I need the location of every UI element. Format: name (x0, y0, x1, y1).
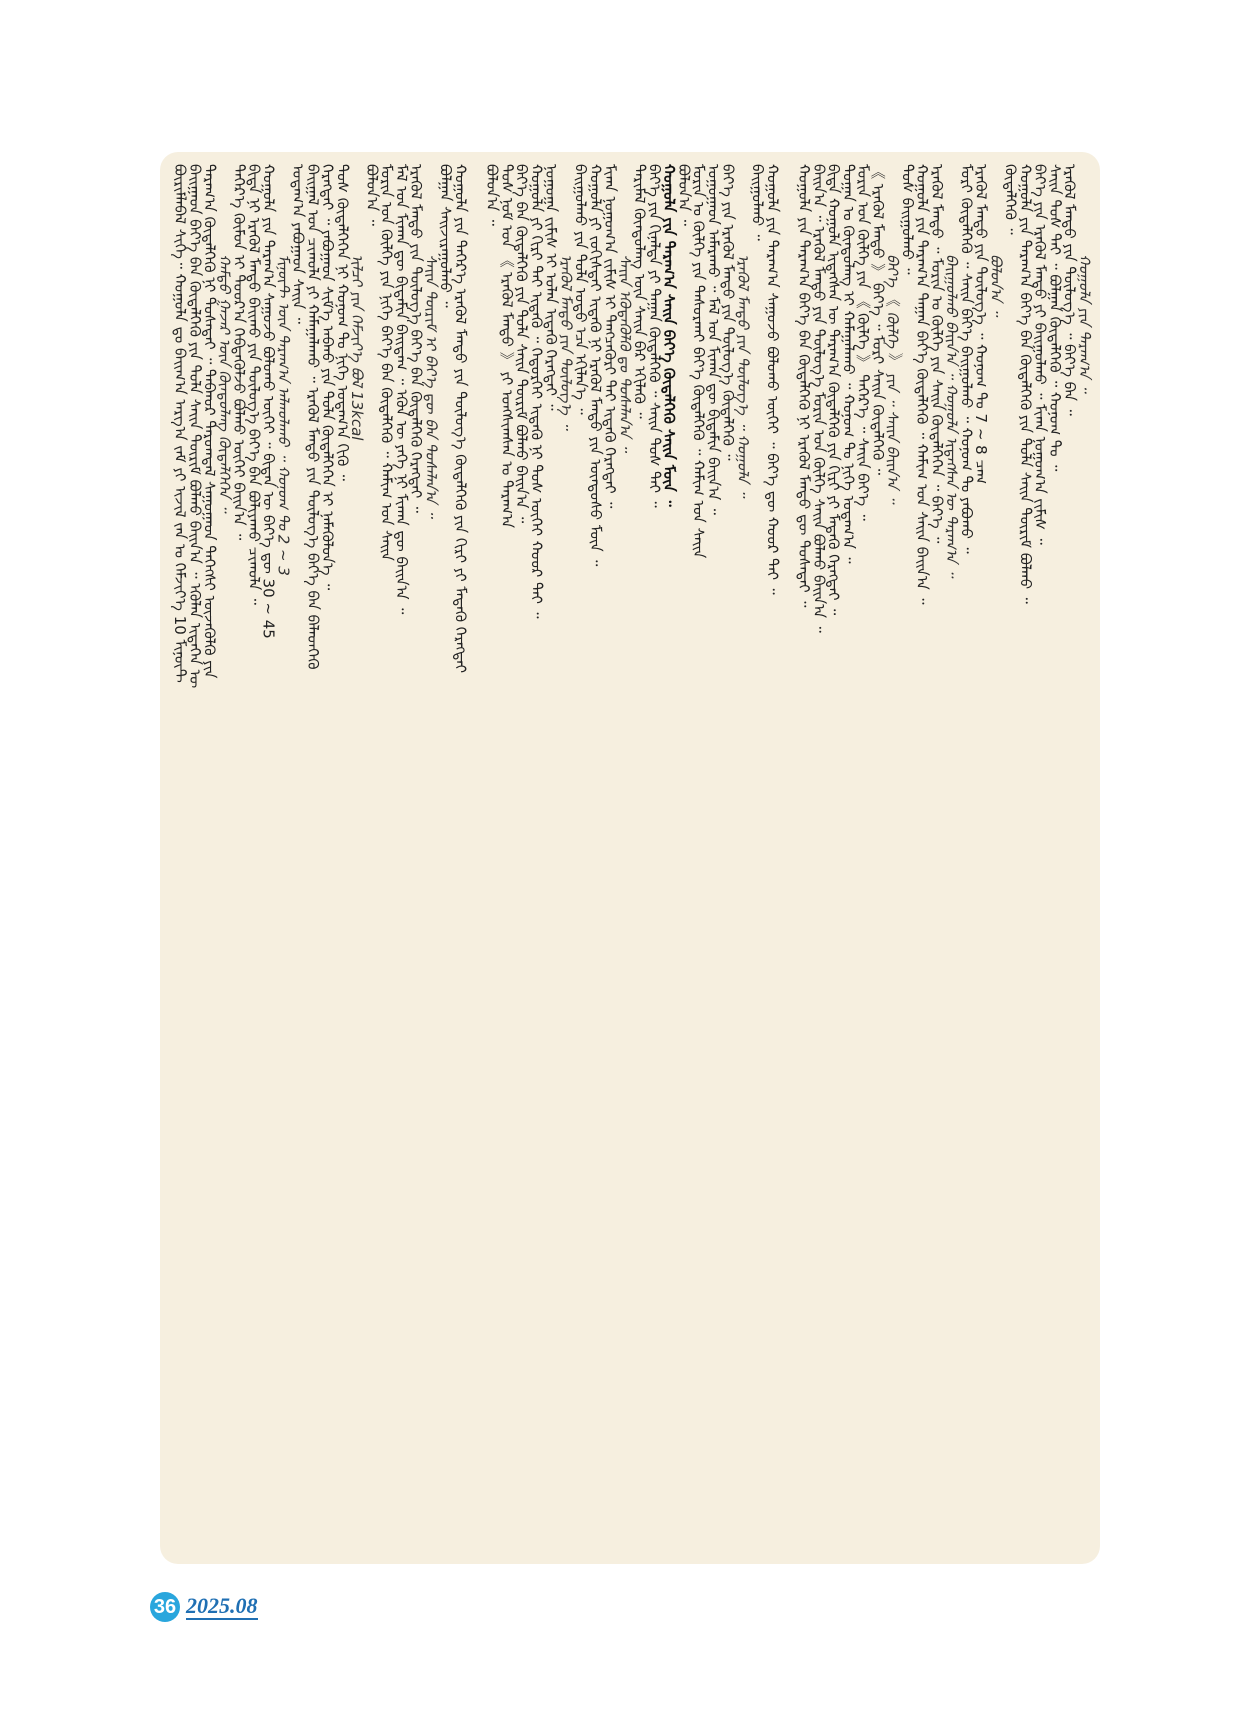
text-line: ᠪᠠᠢᠭᠠᠳ ᠪᠡᠶ᠎ᠡ ᠪᠡᠨ ᠬᠥᠳᠡᠯᠭᠡᠬᠦ ᠶᠢᠨ ᠲᠤᠯᠠ ᠰᠠᠢᠨ ᠳᠦᠷᠢᠮ ᠪᠣᠯᠬᠤ ᠪᠠᠢᠨ᠎ᠠ ᠃ ᠡᠬᠦᠯᠡᠨ ᠢᠳᠡᠭᠡᠨ ᠦ (185, 164, 204, 689)
text-line: ᠲᠤᠰ ᠪᠠᠢᠭᠤᠯᠬᠤ ᠃ (898, 164, 917, 275)
text-line: ᠬᠣᠭᠣᠯᠠ ᠶᠢᠨ ᠳᠠᠷᠠᠭ᠎ᠠ ᠪᠡᠶ᠎ᠡ ᠪᠡᠨ ᠬᠥᠳᠡᠯᠭᠡᠬᠦ ᠶᠢᠨ ᠲᠤᠯᠠ ᠰᠠᠢᠨ ᠳᠦᠷᠢᠮ ᠪᠣᠯᠬᠤ ᠃ (1016, 164, 1035, 604)
text-line: ᠬᠣᠭᠣᠯᠠ ᠶᠢᠨ ᠳᠠᠷᠠᠭ᠎ᠠ ᠃ (1075, 254, 1094, 393)
text-line: ᠡᠷᠡᠭᠦᠯ ᠮᠡᠨᠳᠦ ᠶᠢᠨ ᠲᠥᠯᠦᠭ᠎ᠡ ᠃ ᠬᠣᠨᠤᠭ ᠲᠤ 7 ~ 8 ᠴᠠᠭ (972, 164, 990, 485)
text-line: ᠪᠡᠶ᠎ᠡ ᠶᠢᠨ ᠬᠢᠨᠠᠯᠲᠠ ᠶᠢ ᠳᠠᠭᠠᠨ ᠬᠥᠳᠡᠯᠭᠡᠬᠦ ᠃ ᠰᠠᠢᠨ ᠲᠤᠰ ᠲᠠᠢ ᠃ (645, 164, 664, 508)
text-line: ᠪᠣᠯᠤᠨ᠎ᠠ ᠃ (986, 254, 1005, 316)
text-line: ᠢᠯᠴᠢ ᠶᠢᠨ ᠬᠡᠮᠵᠢᠶ᠎ᠡ ᠪᠣᠯ 13kcal (348, 254, 366, 441)
text-line: ᠰᠠᠢᠨ ᠲᠤᠰ ᠲᠠᠢ ᠃ ᠪᠣᠯᠭᠠᠨ ᠬᠥᠳᠡᠯᠭᠡᠬᠦ ᠃ ᠬᠣᠨᠤᠭ ᠲᠤ ᠃ (1045, 164, 1064, 472)
text-line: ᠪᠠᠢᠭᠠᠯ ᠤᠨ ᠴᠢᠬᠤᠯᠠ ᠶᠢ ᠬᠠᠮᠠᠭᠠᠯᠠᠬᠤ ᠃ ᠡᠷᠡᠭᠦᠯ ᠮᠡᠨᠳᠦ ᠶᠢᠨ ᠲᠥᠯᠦᠭ᠎ᠡ ᠪᠡᠶ᠎ᠡ ᠪᠡᠨ ᠪᠡᠯᠡᠳᠬᠡᠬᠦ (303, 164, 322, 670)
text-line: ᠤᠭᠤᠭᠠᠳ ᠠᠮᠠᠷᠠᠬᠤ ᠃ ᠮᠠᠯ ᠤᠨ ᠮᠢᠬᠠᠨ ᠳᠦ ᠪᠢᠲᠠᠮᠢᠨ ᠪᠠᠢᠨ᠎ᠠ ᠃ (704, 164, 723, 515)
text-line: ᠪᠡᠶ᠎ᠡ ᠶᠢᠨ ᠡᠷᠡᠭᠦᠯ ᠮᠡᠨᠳᠦ ᠶᠢᠨ ᠲᠥᠯᠦᠭ᠎ᠡ ᠬᠥᠳᠡᠯᠭᠡᠬᠦ ᠃ (719, 164, 737, 461)
text-line: ᠮᠣᠷᠢᠨ ᠤᠨ ᠬᠦᠯᠭᠡ ᠶᠢᠨ ᠨᠢᠭᠡ ᠪᠡᠶ᠎ᠡ ᠪᠡᠨ ᠬᠥᠳᠡᠯᠭᠡᠬᠦ ᠃ ᠬᠠᠮᠢᠭ ᠤᠨ ᠰᠠᠢᠨ (377, 164, 396, 561)
text-line: ᠬᠣᠭᠣᠯᠠ ᠶᠢ ᠵᠣᠬᠢᠰᠲᠠᠢ ᠢᠳᠡᠬᠦ ᠨᠢ ᠡᠷᠡᠭᠦᠯ ᠮᠡᠨᠳᠦ ᠶᠢᠨ ᠦᠨᠳᠦᠰᠦ ᠮᠥᠨ ᠃ (586, 164, 605, 567)
text-line: ᠡᠷᠡᠭᠦᠯ ᠮᠡᠨᠳᠦ ᠶᠢᠨ ᠲᠥᠯᠦᠭ᠎ᠡ ᠪᠡᠶ᠎ᠡ ᠪᠡᠨ ᠬᠥᠳᠡᠯᠭᠡᠬᠦ ᠬᠡᠷᠡᠭᠲᠡᠢ ᠃ (407, 164, 425, 513)
text-line: ᠬᠠᠮᠲᠤ ᠭᠠᠵᠠᠷ ᠦᠨ ᠬᠦᠨᠳᠦᠯᠡᠩ ᠬᠥᠳᠡᠯᠭᠡᠭᠡᠨ ᠃ (215, 254, 234, 513)
text-column-middle (482, 164, 782, 1552)
text-line: ᠲᠤᠰ ᠨᠣᠮ ᠤᠨ 《 ᠡᠷᠡᠭᠦᠯ ᠮᠡᠨᠳᠦ 》 ᠶᠢ ᠤᠩᠰᠢᠭᠰᠠᠨ ᠤ ᠳᠠᠷᠠᠭ᠎ᠠ (497, 164, 516, 529)
text-line: ᠳᠠᠷᠠᠭ᠎ᠠ ᠬᠥᠳᠡᠯᠭᠡᠬᠦ ᠨᠢ ᠲᠤᠰᠠᠲᠠᠢ ᠃ ᠳᠠᠪᠬᠤᠷ ᠳᠠᠷᠤᠭᠳᠠᠯ ᠰᠠᠭᠤᠭᠠᠳ ᠳᠡᠭᠡᠭᠰᠢ ᠦᠵᠡᠭᠦᠯᠬᠦ ᠶᠢᠨ (200, 164, 219, 679)
text-line: ᠮᠠᠯ ᠤᠨ ᠮᠢᠬᠠᠨ ᠳᠦ ᠪᠢᠲᠠᠮᠢᠨ ᠪᠠᠢᠳᠠᠭ ᠃ ᠡᠭᠦᠨ ᠦ ᠶᠡᠬᠡ ᠨᠢ ᠮᠢᠬᠠᠨ ᠳᠦ ᠪᠠᠢᠨ᠎ᠠ ᠃ (392, 164, 411, 615)
text-line: ᠲᠤᠰ ᠬᠥᠳᠡᠯᠭᠡᠭᠡᠨ ᠨᠢ ᠬᠣᠨᠤᠭ ᠲᠤ ᠨᠢᠭᠡ ᠤᠳᠠᠭ᠎ᠠ ᠬᠢᠬᠦ ᠃ (333, 164, 352, 481)
text-line: ᠬᠥᠳᠡᠯᠭᠡᠬᠦ ᠃ (1001, 164, 1020, 235)
text-line: ᠬᠣᠭᠣᠯᠠ ᠶᠢ ᠬᠢᠷᠢ ᠲᠠᠢ ᠢᠳᠡᠬᠦ ᠃ ᠬᠡᠲᠦᠷᠬᠡᠢ ᠢᠳᠡᠬᠦ ᠨᠢ ᠲᠤᠰ ᠦᠭᠡᠢ ᠬᠣᠣᠷ ᠲᠠᠢ ᠃ (527, 164, 546, 619)
text-line: ᠮᠣᠷᠢᠨ ᠤᠨ ᠬᠦᠯᠭᠡ ᠶᠢᠨ 《 ᠬᠦᠯᠭᠡ 》 ᠳᠡᠭᠡᠷ᠎ᠡ ᠃ ᠰᠠᠢᠨ ᠪᠡᠶ᠎ᠡ ᠃ (854, 164, 872, 521)
text-line: ᠬᠣᠭᠣᠯᠠ ᠶᠢᠨ ᠳᠡᠭᠡᠷ᠎ᠡ ᠡᠷᠡᠭᠦᠯ ᠮᠡᠨᠳᠦ ᠶᠢᠨ ᠲᠥᠯᠦᠭ᠎ᠡ ᠬᠥᠳᠡᠯᠭᠡᠬᠦ ᠶᠢᠨ ᠬᠢᠷᠢ ᠶᠢ ᠮᠡᠳᠡᠬᠦ ᠬᠡᠷᠡᠭᠲᠡᠢ (451, 164, 470, 674)
text-line: 《 ᠡᠷᠡᠭᠦᠯ ᠮᠡᠨᠳᠦ 》 ᠪᠡᠶ᠎ᠡ ᠃ ᠮᠣᠷᠢ ᠰᠠᠢᠨ ᠬᠥᠳᠡᠯᠭᠡᠬᠦ ᠃ (868, 164, 887, 475)
text-line: ᠪᠣᠯᠤᠨ᠎ᠠ ᠃ (483, 164, 501, 226)
page-footer (150, 1590, 370, 1630)
text-line: ᠮᠢᠬᠠ ᠨᠣᠭᠤᠭ᠎ᠠ ᠵᠢᠮᠢᠰ ᠢ ᠲᠡᠩᠴᠡᠭᠦᠷᠢ ᠲᠠᠢ ᠢᠳᠡᠬᠦ ᠬᠡᠷᠡᠭᠲᠡᠢ ᠃ (601, 164, 619, 509)
page-number: 36 (150, 1592, 180, 1622)
text-line: ᠡᠷᠡᠭᠦᠯ ᠮᠡᠨᠳᠦ ᠶᠢᠨ ᠲᠥᠯᠦᠭ᠎ᠡ ᠃ ᠬᠣᠭᠣᠯᠠ ᠃ (733, 254, 752, 497)
text-line: ᠬᠣᠭᠣᠯᠠ ᠶᠢᠨ ᠳᠠᠷᠠᠭ᠎ᠠ ᠰᠠᠢᠨ ᠪᠡᠶ᠎ᠡ ᠬᠥᠳᠡᠯᠭᠡᠬᠦ ᠰᠠᠢᠨ ᠮᠥᠨ ᠃ (660, 164, 678, 507)
text-line: ᠪᠠᠢᠨ᠎ᠠ ᠃ ᠡᠷᠡᠭᠦᠯ ᠮᠡᠨᠳᠦ ᠶᠢᠨ ᠲᠥᠯᠦᠭ᠎ᠡ ᠮᠣᠷᠢᠨ ᠤᠨ ᠬᠦᠯᠭᠡ ᠰᠠᠢᠨ ᠪᠣᠯᠬᠤ ᠪᠠᠢᠨ᠎ᠠ ᠃ (809, 164, 828, 633)
issue-date: 2025.08 (186, 1593, 258, 1618)
text-line: ᠪᠡᠶ᠎ᠡ ᠪᠡᠨ ᠬᠥᠳᠡᠯᠭᠡᠬᠦ ᠶᠢᠨ ᠲᠤᠯᠠ ᠰᠠᠢᠨ ᠳᠦᠷᠢᠮ ᠪᠣᠯᠬᠤ ᠪᠠᠢᠨ᠎ᠠ ᠃ (512, 164, 531, 524)
text-line: ᠡᠷᠡᠭᠦᠯ ᠮᠡᠨᠳᠦ ᠶᠢᠨ ᠲᠥᠯᠦᠭ᠎ᠡ ᠃ ᠪᠡᠶ᠎ᠡ ᠪᠡᠨ ᠃ (1060, 164, 1079, 416)
text-line: ᠬᠣᠭᠣᠯᠠ ᠶᠢᠨ ᠳᠠᠷᠠᠭ᠎ᠠ ᠪᠡᠶ᠎ᠡ ᠪᠡᠨ ᠬᠥᠳᠡᠯᠭᠡᠬᠦ ᠨᠢ ᠡᠷᠡᠭᠦᠯ ᠮᠡᠨᠳᠦ ᠳᠦ ᠲᠤᠰᠠᠲᠠᠢ ᠃ (795, 164, 813, 608)
text-line: ᠪᠡᠶ᠎ᠡ ᠶᠢᠨ ᠡᠷᠡᠭᠦᠯ ᠮᠡᠨᠳᠦ ᠶᠢ ᠪᠠᠢᠭᠤᠯᠬᠤ ᠃ ᠮᠢᠬᠠ ᠨᠣᠭᠤᠭ᠎ᠠ ᠵᠢᠮᠢᠰ ᠃ (1031, 164, 1049, 545)
text-line: ᠲᠣᠭᠠᠨ ᠤ ᠬᠦᠨᠳᠦᠯᠡᠩ ᠢ ᠬᠠᠮᠠᠭᠠᠯᠠᠬᠤ ᠃ ᠬᠣᠨᠤᠭ ᠲᠤ ᠨᠢᠭᠡ ᠤᠳᠠᠭ᠎ᠠ ᠃ (839, 164, 858, 564)
text-line: ᠬᠣᠭᠣᠯᠠ ᠶᠢᠨ ᠳᠠᠷᠠᠭ᠎ᠠ ᠰᠠᠭᠤᠵᠤ ᠪᠣᠯᠣᠬᠤ ᠦᠭᠡᠢ ᠃ ᠪᠡᠶ᠎ᠡ ᠳᠦ ᠬᠣᠣᠷ ᠲᠠᠢ ᠃ (763, 164, 782, 595)
text-line: ᠰᠠᠢᠨ ᠡᠭᠦᠳᠡᠭᠦᠯᠬᠦ ᠳᠤ ᠲᠤᠰᠠᠯᠠᠨ᠎ᠠ ᠃ (615, 254, 634, 452)
text-line: ᠪᠣᠯᠤᠨ᠎ᠠ ᠃ (674, 164, 693, 226)
text-line: ᠬᠣᠭᠣᠯᠠ ᠶᠢᠨ ᠳᠠᠷᠠᠭ᠎ᠠ ᠰᠠᠭᠤᠵᠤ ᠪᠣᠯᠣᠬᠤ ᠦᠭᠡᠢ ᠃ ᠪᠢᠳᠡᠨ ᠦ ᠪᠡᠶ᠎ᠡ ᠳᠦ 30 ~ 45 (259, 164, 278, 639)
text-line: ᠨᠣᠭᠤᠭᠠ ᠵᠢᠮᠢᠰ ᠢ ᠣᠯᠠᠨ ᠢᠳᠡᠬᠦ ᠬᠡᠷᠡᠭᠲᠡᠢ ᠃ (542, 164, 560, 411)
article-panel (160, 152, 1100, 1564)
text-line: ᠳᠡᠭᠡᠷ᠎ᠡ ᠬᠦᠮᠦᠨ ᠢ ᠳᠣᠣᠷ᠎ᠠ ᠬᠡᠪᠳᠡᠭᠦᠯᠵᠦ ᠪᠣᠯᠬᠤ ᠦᠭᠡᠢ ᠪᠠᠢᠨ᠎ᠠ ᠃ (230, 164, 248, 541)
text-line: ᠤᠳᠠᠭ᠎ᠠ ᠶᠠᠪᠤᠭᠠᠳ ᠰᠠᠢᠨ ᠃ (289, 164, 307, 324)
text-line: ᠪᠠᠢᠭᠤᠯᠬᠤ ᠶᠢᠨ ᠲᠤᠯᠠ ᠣᠳᠣ ᠡᠴᠡ ᠡᠬᠢᠯᠡᠨ᠎ᠡ ᠃ (571, 164, 590, 415)
text-column-left (170, 164, 470, 1552)
text-line: ᠬᠡᠷᠡᠭᠲᠡᠢ ᠃ ᠶᠠᠪᠤᠭᠠᠳ ᠰᠢᠮ᠎ᠡ ᠠᠪᠬᠤ ᠶᠢᠨ ᠲᠤᠯᠠ ᠬᠥᠳᠡᠯᠭᠡᠭᠡᠨ ᠢ ᠨᠡᠮᠡᠭᠦᠯᠦᠨ᠎ᠡ ᠃ (318, 164, 337, 591)
text-line: ᠪᠢᠳᠡ ᠬᠣᠭᠣᠯᠠ ᠢᠳᠡᠭᠰᠡᠨ ᠦ ᠳᠠᠷᠠᠭ᠎ᠠ ᠬᠥᠳᠡᠯᠭᠡᠬᠦ ᠶᠢᠨ ᠬᠢᠷᠢ ᠶᠢ ᠮᠡᠳᠡᠬᠦ ᠬᠡᠷᠡᠭᠲᠡᠢ ᠃ (824, 164, 843, 616)
text-line: ᠰᠠᠢᠨ ᠳᠦᠷᠢᠮ ᠢ ᠪᠡᠶ᠎ᠡ ᠳᠦ ᠪᠠᠨ ᠲᠤᠰᠠᠯᠠᠨ᠎ᠠ ᠃ (421, 254, 440, 518)
text-line: ᠬᠣᠭᠣᠯᠠ ᠶᠢᠨ ᠳᠠᠷᠠᠭ᠎ᠠ ᠲᠠᠭᠠᠨ ᠪᠡᠶ᠎ᠡ ᠬᠥᠳᠡᠯᠭᠡᠬᠦ ᠃ ᠬᠠᠮᠢᠭ ᠤᠨ ᠰᠠᠢᠨ ᠪᠠᠢᠨ᠎ᠠ ᠃ (913, 164, 931, 605)
text-line: ᠪᠡᠶ᠎ᠡ 《 ᠬᠦᠯᠭᠡ 》 ᠶᠢᠨ ᠃ ᠰᠠᠢᠨ ᠪᠠᠢᠨ᠎ᠠ ᠃ (883, 254, 902, 504)
text-line: ᠪᠣᠯᠤᠨ᠎ᠠ ᠃ (362, 164, 381, 226)
text-line: ᠡᠷᠡᠭᠦᠯ ᠮᠡᠨᠳᠦ ᠃ ᠮᠣᠷᠢᠨ ᠤ ᠬᠦᠯᠭᠡ ᠶᠢᠨ ᠰᠠᠢᠨ ᠬᠥᠳᠡᠯᠭᠡᠭᠡᠨ ᠃ ᠪᠡᠶ᠎ᠡ ᠃ (927, 164, 946, 544)
text-line: ᠪᠢᠳᠡ ᠨᠢ ᠡᠷᠡᠭᠦᠯ ᠮᠡᠨᠳᠦ ᠪᠠᠢᠬᠤ ᠶᠢᠨ ᠲᠥᠯᠦᠭ᠎ᠡ ᠪᠡᠶ᠎ᠡ ᠪᠡᠨ ᠪᠤᠯᠢᠶᠠᠬᠤ ᠴᠢᠬᠤᠯᠠ ᠃ (244, 164, 263, 605)
text-line: ᠪᠦᠷᠢᠮᠯᠡᠪᠡᠯ ᠰᠢᠭᠡ᠃ ᠬᠣᠭᠣᠯᠠ ᠳᠤ ᠪᠠᠢᠭ᠎ᠠ ᠠᠷᠭ᠎ᠠ ᠵᠠᠮ ᠶᠢ ᠢᠵᠢᠯ ᠵᠠᠨ ᠤ ᠬᠡᠮᠵᠢᠶ᠎ᠡ 10 ᠮᠢᠨᠦ᠋ᠲ (171, 164, 189, 683)
text-line: ᠡᠷᠡᠭᠦᠯ ᠮᠡᠨᠳᠦ ᠶᠢᠨ ᠲᠥᠯᠦᠭ᠎ᠡ ᠃ (556, 254, 575, 430)
text-line: ᠪᠠᠢᠭᠤᠯᠬᠤ ᠃ (748, 164, 767, 241)
text-line: ᠪᠠᠢᠭᠤᠯᠬᠤ ᠪᠠᠢᠨ᠎ᠠ ᠃ ᠬᠣᠭᠣᠯᠠ ᠢᠳᠡᠭᠰᠡᠨ ᠦ ᠳᠠᠷᠠᠭ᠎ᠠ ᠃ (942, 254, 961, 577)
text-line: ᠮᠣᠷᠢ ᠬᠥᠳᠡᠯᠭᠡᠬᠦ ᠃ ᠰᠠᠢᠨ ᠪᠡᠶ᠎ᠡ ᠪᠠᠢᠭᠤᠯᠬᠤ ᠃ ᠬᠣᠨᠤᠭ ᠲᠤ ᠶᠠᠪᠤᠬᠤ ᠃ (957, 164, 976, 554)
text-line: ᠲᠠᠷᠢᠮᠠᠯ ᠬᠦᠨᠳᠦᠯᠡᠩ ᠦᠨ ᠰᠠᠢᠨ ᠪᠠᠷ ᠡᠬᠢᠯᠡᠬᠦ ᠃ (630, 164, 649, 419)
text-column-right (794, 164, 1094, 1552)
text-line: ᠮᠣᠷᠢᠨ ᠤ ᠬᠦᠯᠭᠡ ᠶᠢᠨ ᠲᠠᠰᠤᠷᠬᠠᠢ ᠪᠡᠶ᠎ᠡ ᠬᠥᠳᠡᠯᠭᠡᠬᠦ ᠃ ᠬᠠᠮᠢᠭ ᠤᠨ ᠰᠠᠢᠨ (689, 164, 708, 559)
text-line: ᠪᠣᠯᠭᠠᠨ ᠰᠠᠢᠵᠢᠷᠠᠭᠤᠯᠬᠤ ᠃ (436, 164, 455, 308)
text-line: ᠮᠢᠨᠦ᠋ᠲ ᠦᠨ ᠳᠠᠷᠠᠭ᠎ᠠ ᠠᠯᠬᠤᠯᠠᠬᠤ ᠃ ᠬᠣᠨᠤᠭ ᠲᠤ 2 ~ 3 (274, 254, 293, 576)
